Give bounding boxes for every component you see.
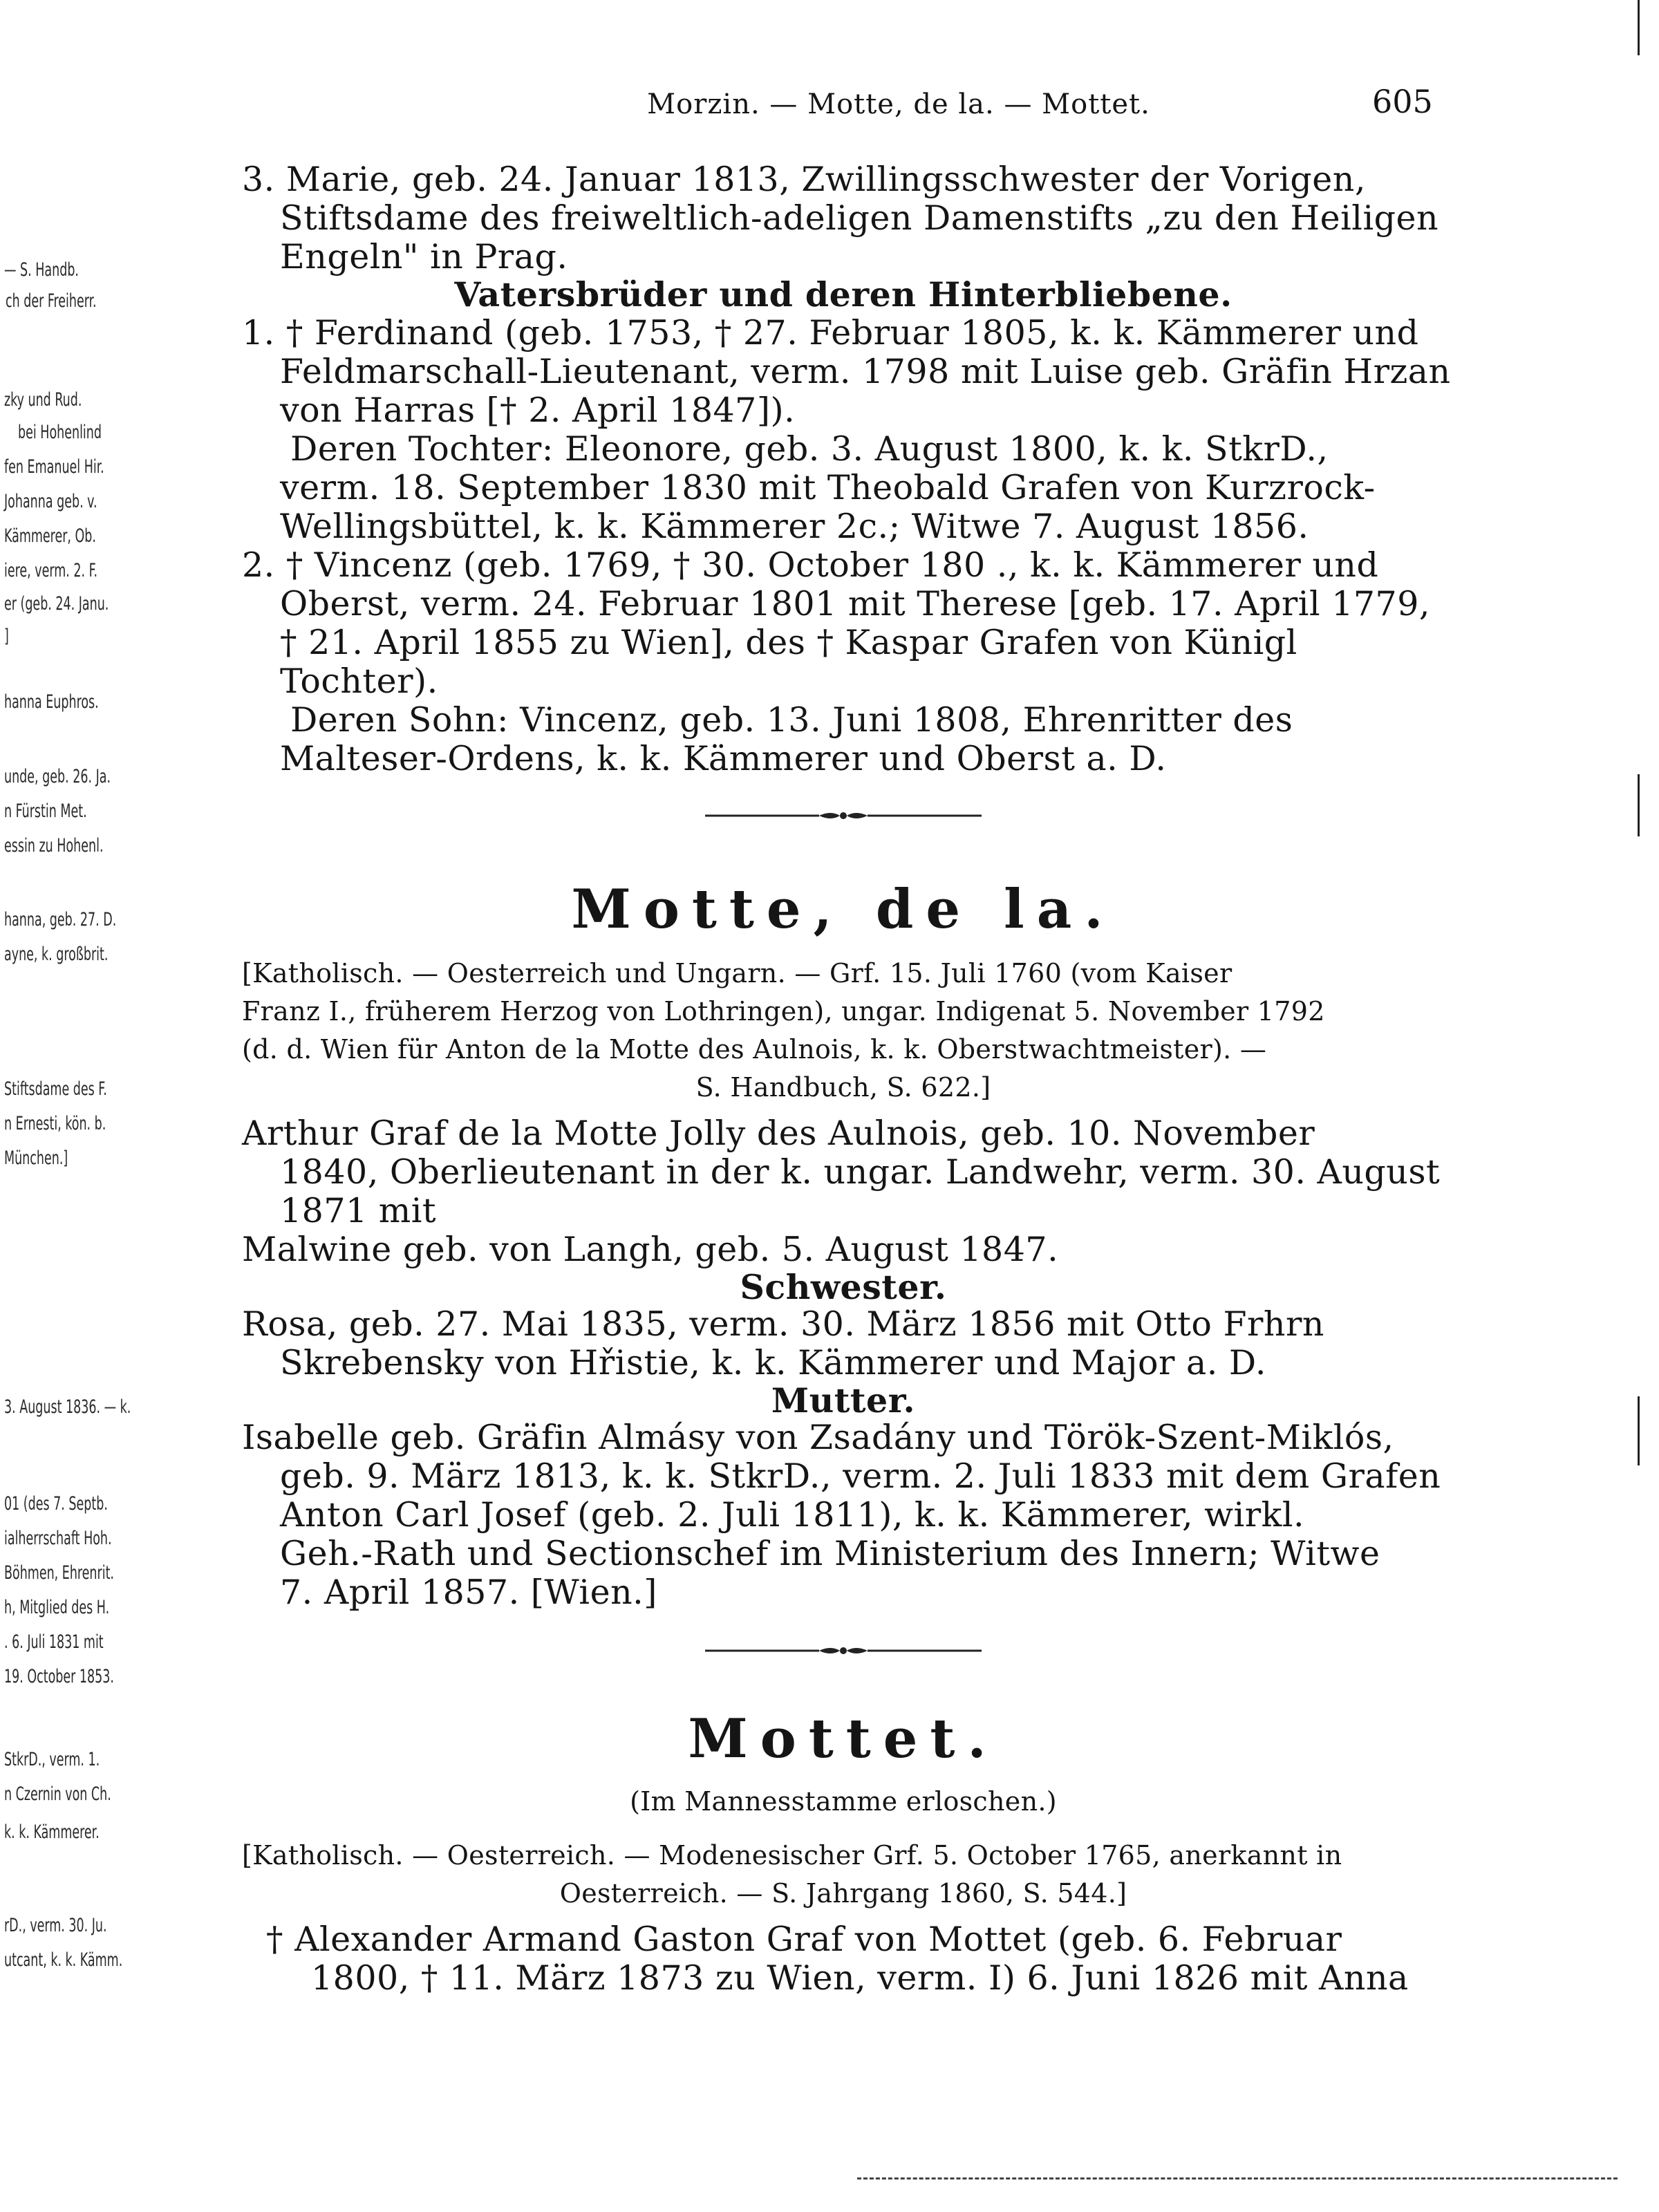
- bleed-line: n Ernesti, kön. b.: [4, 1113, 106, 1134]
- section-heading: Vatersbrüder und deren Hinterbliebene.: [454, 274, 1232, 315]
- text-line: Engeln" in Prag.: [280, 237, 568, 276]
- bleed-line: Johanna geb. v.: [4, 491, 97, 512]
- text-line: Isabelle geb. Gräfin Almásy von Zsadány und Török-Szent-Miklós,: [242, 1418, 1394, 1457]
- scan-edge-mark: [1638, 0, 1640, 55]
- text-line: Deren Tochter: Eleonore, geb. 3. August 1800, k. k. StkrD.,: [290, 429, 1329, 469]
- section-heading: Mutter.: [771, 1380, 916, 1421]
- bleed-line: iere, verm. 2. F.: [4, 560, 98, 581]
- text-line: geb. 9. März 1813, k. k. StkrD., verm. 2. Juli 1833 mit dem Grafen: [280, 1456, 1441, 1496]
- scan-edge-mark: [1638, 774, 1640, 836]
- text-line: verm. 18. September 1830 mit Theobald Grafen von Kurzrock-: [280, 468, 1376, 507]
- family-intro-line: (d. d. Wien für Anton de la Motte des Aulnois, k. k. Oberstwachtmeister). —: [242, 1034, 1267, 1065]
- bleed-line: ]: [4, 626, 9, 647]
- text-line: Deren Sohn: Vincenz, geb. 13. Juni 1808, Ehrenritter des: [290, 700, 1293, 740]
- bleed-line: Kämmerer, Ob.: [4, 525, 96, 547]
- text-line: 1800, † 11. März 1873 zu Wien, verm. I) 6. Juni 1826 mit Anna: [311, 1958, 1409, 1998]
- section-divider: [705, 1644, 982, 1658]
- bleed-line: 01 (des 7. Septb.: [4, 1493, 108, 1515]
- bleed-line: unde, geb. 26. Ja.: [4, 766, 111, 787]
- bleed-line: StkrD., verm. 1.: [4, 1749, 100, 1770]
- bleed-line: ch der Freiherr.: [6, 290, 97, 312]
- left-margin-bleed: [0, 0, 166, 2212]
- family-title: Motte, de la.: [571, 878, 1116, 941]
- text-line: Skrebensky von Hřistie, k. k. Kämmerer und Major a. D.: [280, 1343, 1266, 1382]
- bleed-line: ialherrschaft Hoh.: [4, 1528, 112, 1549]
- bleed-line: Stiftsdame des F.: [4, 1078, 107, 1100]
- bleed-line: h, Mitglied des H.: [4, 1597, 110, 1618]
- family-intro-line: Franz I., früherem Herzog von Lothringen), ungar. Indigenat 5. November 1792: [242, 996, 1325, 1027]
- bleed-line: n Czernin von Ch.: [4, 1783, 111, 1805]
- bleed-line: n Fürstin Met.: [4, 800, 87, 822]
- bottom-scan-rule: [857, 2177, 1618, 2180]
- family-intro-line: [Katholisch. — Oesterreich. — Modenesischer Grf. 5. October 1765, anerkannt in: [242, 1840, 1342, 1871]
- text-line: Malwine geb. von Langh, geb. 5. August 1847.: [242, 1230, 1059, 1269]
- text-line: Oberst, verm. 24. Februar 1801 mit Therese [geb. 17. April 1779,: [280, 584, 1430, 624]
- family-intro-line: [Katholisch. — Oesterreich und Ungarn. — Grf. 15. Juli 1760 (vom Kaiser: [242, 958, 1232, 988]
- text-line: Geh.-Rath und Sectionschef im Ministerium des Innern; Witwe: [280, 1534, 1380, 1573]
- bleed-line: k. k. Kämmerer.: [4, 1821, 100, 1843]
- text-line: 1. † Ferdinand (geb. 1753, † 27. Februar 1805, k. k. Kämmerer und: [242, 313, 1419, 353]
- bleed-line: zky und Rud.: [4, 389, 82, 411]
- bleed-line: essin zu Hohenl.: [4, 835, 104, 856]
- bleed-line: . 6. Juli 1831 mit: [4, 1631, 104, 1653]
- family-subtitle: (Im Mannesstamme erloschen.): [630, 1786, 1057, 1817]
- bleed-line: fen Emanuel Hir.: [4, 456, 104, 478]
- family-intro-line: S. Handbuch, S. 622.]: [695, 1072, 991, 1103]
- section-heading: Schwester.: [740, 1267, 947, 1307]
- bleed-line: utcant, k. k. Kämm.: [4, 1949, 123, 1971]
- text-line: Tochter).: [280, 662, 438, 701]
- family-title: Mottet.: [688, 1707, 999, 1770]
- text-line: Stiftsdame des freiweltlich-adeligen Damenstifts „zu den Heiligen: [280, 198, 1439, 238]
- bleed-line: 19. October 1853.: [4, 1666, 114, 1687]
- bleed-line: hanna, geb. 27. D.: [4, 909, 117, 930]
- bleed-line: 3. August 1836. — k.: [4, 1396, 131, 1418]
- text-line: 3. Marie, geb. 24. Januar 1813, Zwillingsschwester der Vorigen,: [242, 160, 1366, 199]
- bleed-line: — S. Handb.: [4, 259, 79, 281]
- text-line: Wellingsbüttel, k. k. Kämmerer 2c.; Witwe 7. August 1856.: [280, 507, 1309, 546]
- text-line: Anton Carl Josef (geb. 2. Juli 1811), k. k. Kämmerer, wirkl.: [280, 1495, 1305, 1535]
- text-line: 1840, Oberlieutenant in der k. ungar. Landwehr, verm. 30. August: [280, 1152, 1441, 1192]
- text-line: 7. April 1857. [Wien.]: [280, 1573, 657, 1612]
- bleed-line: bei Hohenlind: [18, 422, 102, 443]
- text-line: Feldmarschall-Lieutenant, verm. 1798 mit Luise geb. Gräfin Hrzan: [280, 352, 1451, 391]
- text-line: Malteser-Ordens, k. k. Kämmerer und Oberst a. D.: [280, 739, 1167, 778]
- text-line: † Alexander Armand Gaston Graf von Mottet (geb. 6. Februar: [266, 1920, 1342, 1959]
- family-intro-line: Oesterreich. — S. Jahrgang 1860, S. 544.]: [559, 1878, 1127, 1909]
- text-line: 1871 mit: [280, 1191, 437, 1230]
- page-number: 605: [1372, 83, 1433, 120]
- text-line: von Harras [† 2. April 1847]).: [280, 391, 796, 430]
- section-divider: [705, 809, 982, 823]
- bleed-line: rD., verm. 30. Ju.: [4, 1915, 107, 1936]
- text-line: Rosa, geb. 27. Mai 1835, verm. 30. März 1856 mit Otto Frhrn: [242, 1304, 1324, 1344]
- bleed-line: München.]: [4, 1147, 68, 1169]
- bleed-line: hanna Euphros.: [4, 691, 99, 713]
- text-line: Arthur Graf de la Motte Jolly des Aulnois, geb. 10. November: [242, 1114, 1315, 1153]
- bleed-line: er (geb. 24. Janu.: [4, 593, 109, 615]
- running-head: Morzin. — Motte, de la. — Mottet.: [647, 88, 1150, 120]
- bleed-line: Böhmen, Ehrenrit.: [4, 1562, 114, 1584]
- bleed-line: ayne, k. großbrit.: [4, 944, 109, 965]
- text-line: 2. † Vincenz (geb. 1769, † 30. October 180 ., k. k. Kämmerer und: [242, 545, 1379, 585]
- scan-edge-mark: [1638, 1396, 1640, 1465]
- text-line: † 21. April 1855 zu Wien], des † Kaspar Grafen von Künigl: [280, 623, 1297, 662]
